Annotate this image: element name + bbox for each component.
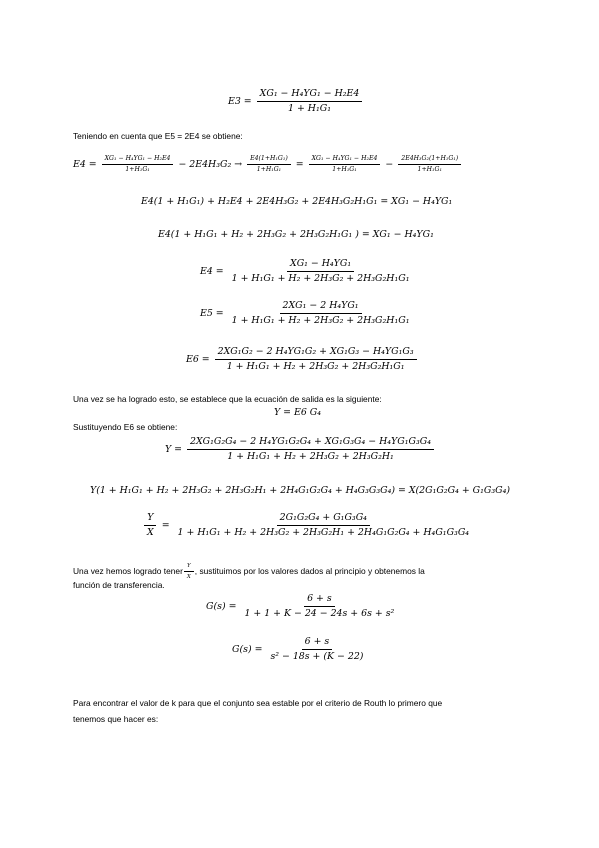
fraction [267,636,366,663]
paragraph-salida: Una vez se ha logrado esto, se establece que la ecuación de salida es la siguiente: [73,394,382,404]
eq-operator: − [385,159,394,170]
equation-y-e6: Y = E6 G₄ [274,407,322,418]
eq-lhs: E5 = [200,308,224,319]
denominator: 1 + 1 + K − 24 − 24s + 6s + s² [244,608,395,619]
numerator: 2XG₁G₂ − 2 H₄YG₁G₂ + XG₁G₃ − H₄YG₁G₃ [215,346,417,360]
inline-fraction [184,562,194,581]
fraction [247,155,291,174]
denominator: 1+H₁G₁ [256,166,282,173]
eq-operator: − 2E4H₃G₂ → [178,159,243,170]
denominator: 1+H₁G₁ [332,166,357,173]
denominator: 1+H₁G₁ [417,166,442,173]
denominator: s² − 18s + (K − 22) [270,651,364,662]
equation-y-expand: Y(1 + H₁G₁ + H₂ + 2H₃G₂ + 2H₃G₂H₁ + 2H₄G₁G₂G₄ + H₄G₃G₃G₄) = X(2G₁G₂G₄ + G₁G₃G₄) [90,485,511,496]
numerator: XG₁ − H₄YG₁ [287,258,354,272]
text-run: Una vez hemos logrado tener [73,566,183,576]
fraction [229,300,413,327]
fraction [102,155,174,174]
denominator: 1+H₁G₁ [125,166,150,173]
denominator: 1 + H₁G₁ [288,103,331,114]
eq-lhs: Y = [165,444,183,455]
numerator: XG₁ − H₄YG₁ − H₂E4 [309,155,381,165]
numerator: XG₁ − H₄YG₁ − H₂E4 [257,88,363,102]
equation-e4-first [73,155,463,174]
fraction [398,155,461,174]
numerator: 2E4H₃G₂(1+H₁G₁) [398,155,461,165]
denominator: X [147,527,154,538]
eq-lhs: E4 = [73,159,97,170]
fraction [215,346,417,373]
denominator: 1 + H₁G₁ + H₂ + 2H₃G₂ + 2H₃G₂H₁ + 2H₄G₁G₂G₄ + H₄G₁G₃G₄ [177,527,470,538]
denominator: 1 + H₁G₁ + H₂ + 2H₃G₂ + 2H₃G₂H₁G₁ [226,361,405,372]
equation-g-2 [232,636,368,663]
eq-lhs: E6 = [186,354,210,365]
eq-lhs: G(s) = [206,601,237,612]
equation-e5 [200,300,414,327]
eq-lhs: E4 = [200,266,224,277]
numerator: 2XG₁G₂G₄ − 2 H₄YG₁G₂G₄ + XG₁G₃G₄ − H₄YG₁G₃G₄ [187,436,434,450]
paragraph-routh-end: tenemos que hacer es: [73,714,159,724]
numerator: XG₁ − H₄YG₁ − H₂E4 [102,155,174,165]
fraction-lhs [144,512,157,539]
eq-operator: = [295,159,304,170]
denominator: 1 + H₁G₁ + H₂ + 2H₃G₂ + 2H₃G₂H₁G₁ [231,315,410,326]
paragraph-sustituyendo: Sustituyendo E6 se obtiene: [73,422,178,432]
numerator: E4(1+H₁G₁) [247,155,291,165]
fraction [229,258,413,285]
equation-y-over-x [142,512,474,539]
numerator: 2XG₁ − 2 H₄YG₁ [280,300,362,314]
numerator: Y [144,512,156,526]
denominator: 1 + H₁G₁ + H₂ + 2H₃G₂ + 2H₃G₂H₁ [227,451,394,462]
equation-y [165,436,436,463]
equation-e4 [200,258,414,285]
text-run: , sustituimos por los valores dados al principio y obtenemos la [194,566,425,576]
numerator: 2G₁G₂G₄ + G₁G₃G₄ [277,512,370,526]
fraction [175,512,473,539]
numerator: 6 + s [304,593,335,607]
equation-e6 [186,346,419,373]
numerator: 6 + s [302,636,333,650]
paragraph-routh: Para encontrar el valor de k para que el conjunto sea estable por el criterio de Routh lo primero que [73,698,443,708]
eq-lhs: E3 = [228,96,252,107]
denominator: X [186,574,191,580]
eq-operator: = [161,520,170,531]
equation-g-1 [206,593,399,620]
denominator: 1 + H₁G₁ + H₂ + 2H₃G₂ + 2H₃G₂H₁G₁ [231,273,410,284]
paragraph-transferencia-end: función de transferencia. [73,580,165,590]
fraction [309,155,381,174]
paragraph-e5: Teniendo en cuenta que E5 = 2E4 se obtiene: [73,131,243,141]
fraction [257,88,363,115]
fraction [241,593,397,620]
fraction [187,436,434,463]
numerator: Y [184,562,194,572]
equation-e4-factor: E4(1 + H₁G₁ + H₂ + 2H₃G₂ + 2H₃G₂H₁G₁ ) = XG₁ − H₄YG₁ [158,229,434,240]
equation-e4-expand: E4(1 + H₁G₁) + H₂E4 + 2E4H₃G₂ + 2E4H₃G₂H₁G₁ = XG₁ − H₄YG₁ [141,196,453,207]
eq-lhs: G(s) = [232,644,263,655]
equation-e3 [228,88,364,115]
